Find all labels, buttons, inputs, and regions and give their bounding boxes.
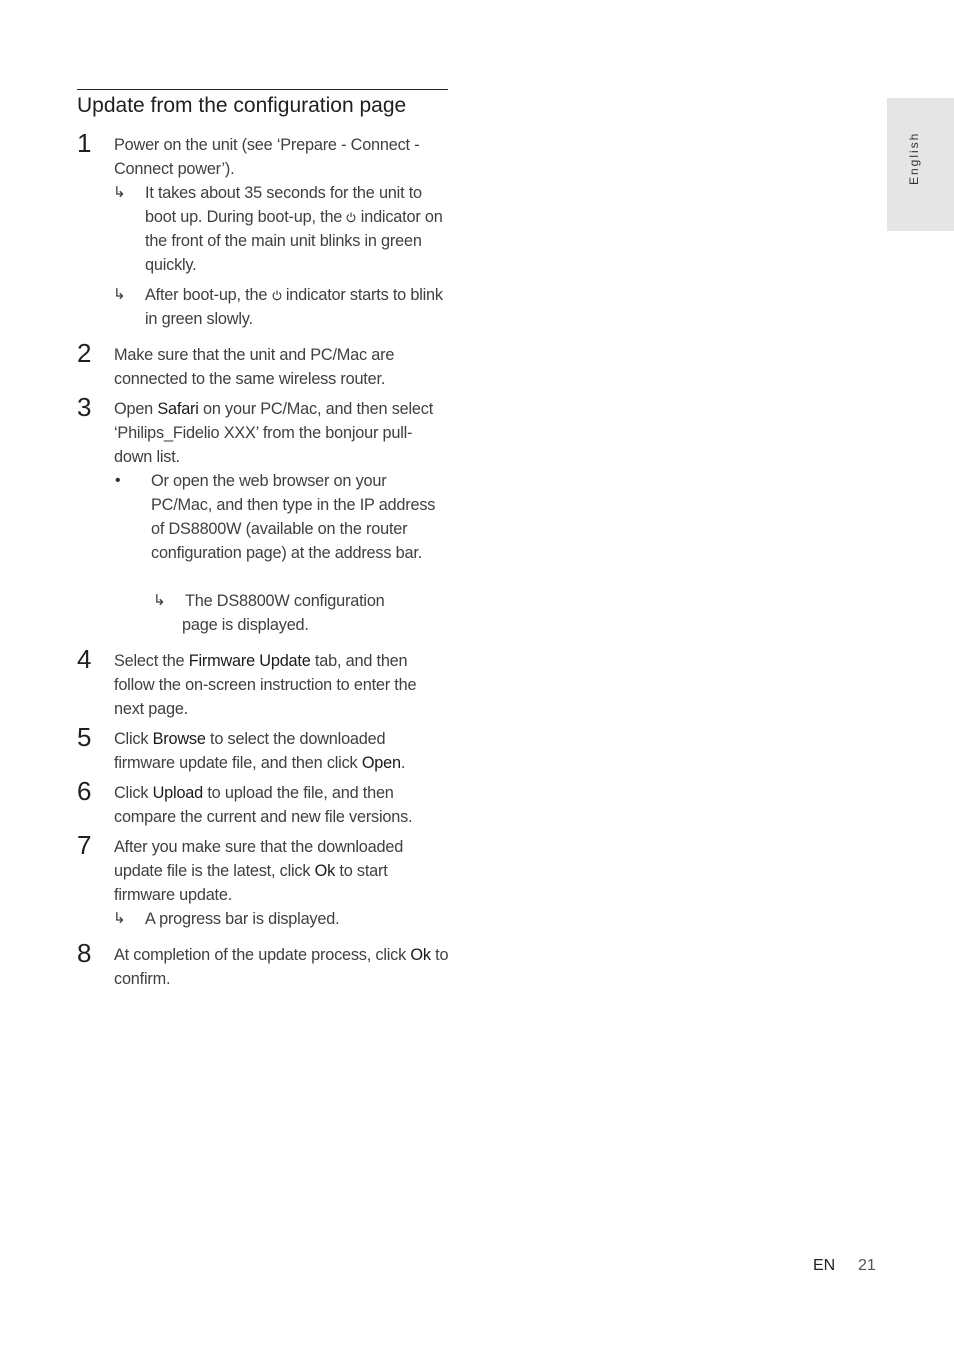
step-number: 6 xyxy=(77,776,92,806)
step-number: 7 xyxy=(77,830,92,860)
power-icon xyxy=(272,290,282,301)
keyword-upload: Upload xyxy=(152,784,204,802)
step-result: After boot-up, the indicator starts to blink in green slowly. xyxy=(145,286,443,328)
footer-language: EN xyxy=(813,1257,836,1274)
result-arrow-icon: ↳ xyxy=(153,592,166,609)
result-arrow-icon: ↳ xyxy=(113,184,126,201)
step-number: 8 xyxy=(77,938,92,968)
step-text: After you make sure that the downloaded update file is the latest, click Ok to start firmware update. xyxy=(114,838,404,904)
step-result: It takes about 35 seconds for the unit to boot up. During boot-up, the indicator on the front of the main unit blinks in green quickly. xyxy=(145,184,443,274)
step-text: Power on the unit (see ‘Prepare - Connect - Connect power’). xyxy=(114,136,420,178)
page-number: 21 xyxy=(858,1257,876,1274)
step-text: Click Browse to select the downloaded firmware update file, and then click Open. xyxy=(114,730,406,772)
language-side-tab xyxy=(887,98,954,231)
language-label: English xyxy=(907,131,921,185)
step-number: 1 xyxy=(77,128,92,158)
heading-rule xyxy=(77,89,448,90)
result-arrow-icon: ↳ xyxy=(113,910,126,927)
step-number: 5 xyxy=(77,722,92,752)
keyword-safari: Safari xyxy=(157,400,199,418)
bullet-text: Or open the web browser on your PC/Mac, and then type in the IP address of DS8800W (available on the router configuration page) at the address bar. xyxy=(151,472,436,562)
step-text: At completion of the update process, click Ok to confirm. xyxy=(114,946,449,988)
step-number: 4 xyxy=(77,644,92,674)
step-result: A progress bar is displayed. xyxy=(145,910,340,928)
keyword-open: Open xyxy=(361,754,401,772)
keyword-ok: Ok xyxy=(410,946,431,964)
section-title: Update from the configuration page xyxy=(77,94,407,117)
keyword-ok: Ok xyxy=(314,862,336,880)
step-text: Make sure that the unit and PC/Mac are connected to the same wireless router. xyxy=(114,346,395,388)
keyword-browse: Browse xyxy=(152,730,206,748)
step-text: Click Upload to upload the file, and then compare the current and new file versions. xyxy=(114,784,413,826)
bullet-result: The DS8800W configuration page is displayed. xyxy=(182,592,385,634)
step-text: Select the Firmware Update tab, and then follow the on-screen instruction to enter the next page. xyxy=(114,652,417,718)
bullet-dot-icon: • xyxy=(115,472,121,489)
step-number: 2 xyxy=(77,338,92,368)
power-icon xyxy=(346,212,356,223)
result-arrow-icon: ↳ xyxy=(113,286,126,303)
step-text: Open Safari on your PC/Mac, and then select ‘Philips_Fidelio XXX’ from the bonjour pull-down list. xyxy=(114,400,434,466)
step-number: 3 xyxy=(77,392,92,422)
keyword-firmware-update: Firmware Update xyxy=(188,652,311,670)
